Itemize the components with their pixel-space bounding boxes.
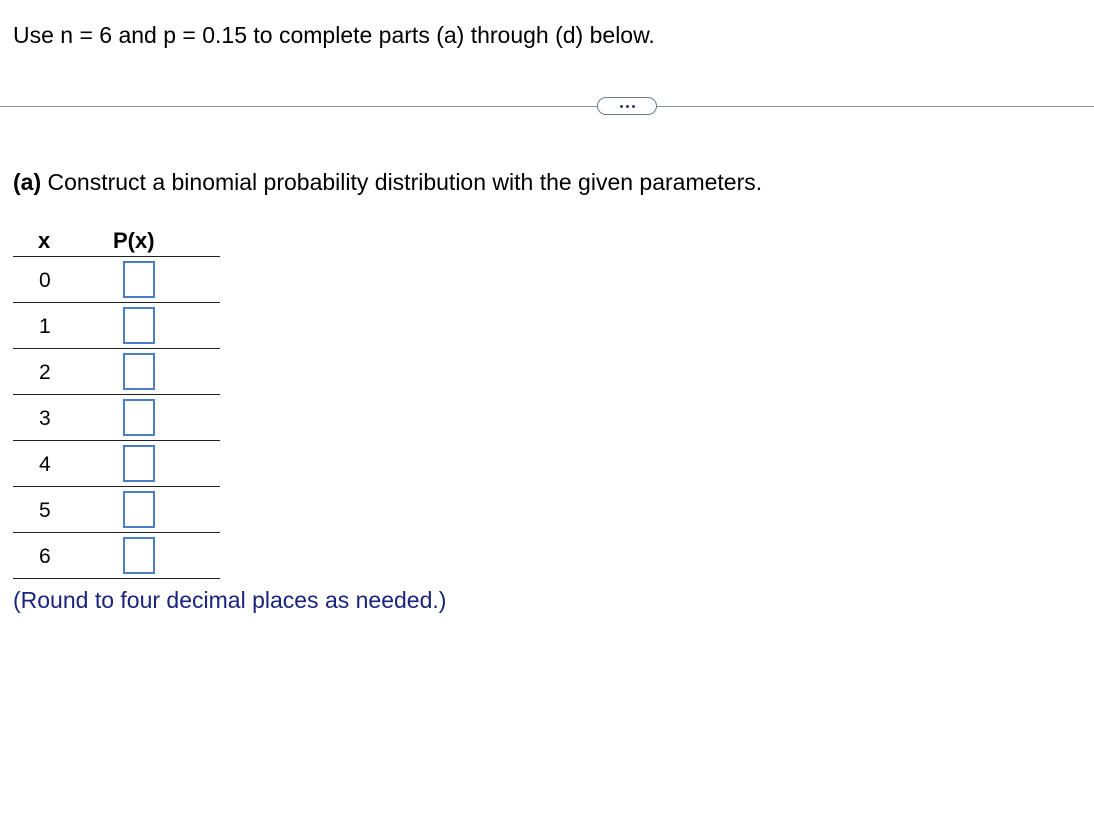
- part-a-prompt: [13, 167, 762, 197]
- px-answer-input-2[interactable]: [123, 353, 155, 390]
- px-answer-input-4[interactable]: [123, 445, 155, 482]
- px-answer-input-6[interactable]: [123, 537, 155, 574]
- part-a-label: (a): [13, 169, 42, 195]
- x-value: 6: [39, 545, 51, 568]
- table-row: [13, 487, 220, 533]
- x-value: 1: [39, 315, 51, 338]
- header-x: x: [38, 228, 51, 253]
- table-header: [13, 224, 220, 257]
- table-row: [13, 441, 220, 487]
- x-value: 3: [39, 407, 51, 430]
- x-value: 5: [39, 499, 51, 522]
- header-px: P(x): [113, 228, 155, 253]
- px-answer-input-3[interactable]: [123, 399, 155, 436]
- table-row: [13, 349, 220, 395]
- x-value: 4: [39, 453, 51, 476]
- x-value: 0: [39, 269, 51, 292]
- ellipsis-icon: [632, 105, 635, 108]
- px-answer-input-0[interactable]: [123, 261, 155, 298]
- px-answer-input-1[interactable]: [123, 307, 155, 344]
- probability-distribution-table: [13, 224, 220, 579]
- table-row: [13, 395, 220, 441]
- rounding-note: (Round to four decimal places as needed.): [13, 587, 447, 613]
- table-row: [13, 303, 220, 349]
- table-row: [13, 257, 220, 303]
- px-answer-input-5[interactable]: [123, 491, 155, 528]
- table-row: [13, 533, 220, 579]
- ellipsis-icon: [620, 105, 623, 108]
- part-a-text: Construct a binomial probability distribution with the given parameters.: [41, 169, 763, 195]
- section-divider: [0, 106, 1094, 107]
- x-value: 2: [39, 361, 51, 384]
- show-more-button[interactable]: [597, 97, 657, 115]
- ellipsis-icon: [626, 105, 629, 108]
- problem-instruction: Use n = 6 and p = 0.15 to complete parts (a) through (d) below.: [13, 22, 655, 48]
